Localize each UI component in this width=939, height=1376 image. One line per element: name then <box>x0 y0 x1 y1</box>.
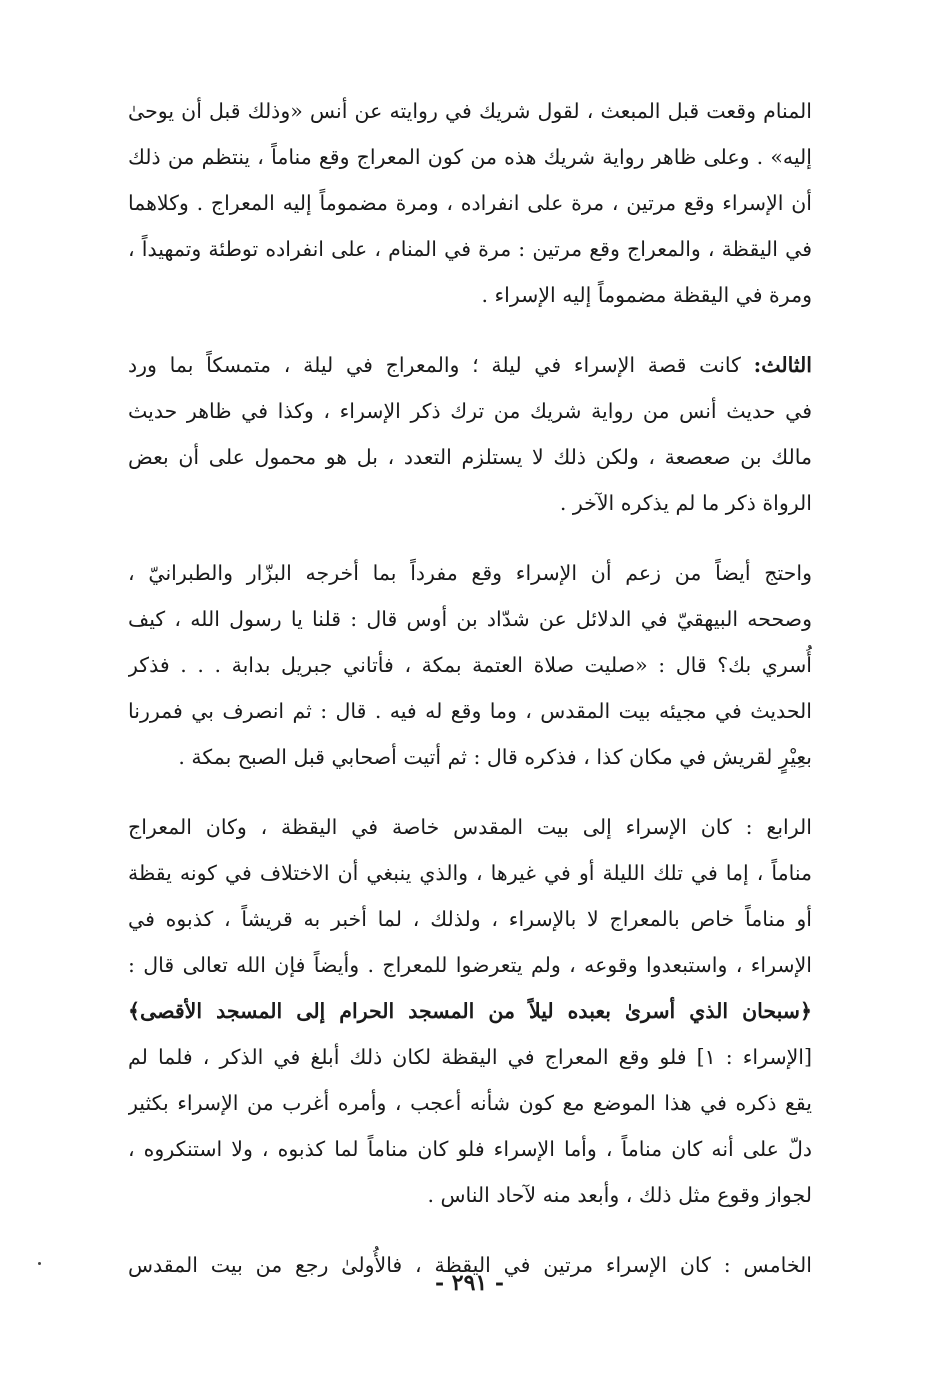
text-line: [الإسراء : ١] فلو وقع المعراج في اليقظة لكان ذلك أبلغ في الذكر ، فلما لم <box>128 1045 812 1069</box>
text-line: أو مناماً خاص بالمعراج لا بالإسراء ، ولذلك ، لما أخبر به قريشاً ، كذبوه في <box>128 907 812 931</box>
page-number: - ٢٩١ - <box>434 1270 505 1296</box>
text-line: ومرة في اليقظة مضموماً إليه الإسراء . <box>481 283 812 307</box>
quran-verse: ﴿سبحان الذي أسرىٰ بعبده ليلاً من المسجد الحرام إلى المسجد الأقصى﴾ <box>128 999 812 1023</box>
text-line: إليه» . وعلى ظاهر رواية شريك هذه من كون المعراج وقع مناماً ، ينتظم من ذلك <box>128 145 812 169</box>
text-line: في حديث أنس من رواية شريك من ترك ذكر الإسراء ، وكذا في ظاهر حديث <box>128 399 812 423</box>
text-line: أُسري بك؟ قال : «صليت صلاة العتمة بمكة ، فأتاني جبريل بدابة . . . فذكر <box>128 653 812 677</box>
scan-speck <box>38 1262 41 1265</box>
text-line: الإسراء ، واستبعدوا وقوعه ، ولم يتعرضوا للمعراج . وأيضاً فإن الله تعالى قال : <box>128 953 812 977</box>
text-line: وصححه البيهقيّ في الدلائل عن شدّاد بن أوس قال : قلنا يا رسول الله ، كيف <box>128 607 812 631</box>
text-line: بعِيْرٍ لقريش في مكان كذا ، فذكره قال : ثم أتيت أصحابي قبل الصبح بمكة . <box>178 745 812 769</box>
paragraph-2 <box>128 342 812 526</box>
text-line: الخامس : كان الإسراء مرتين في اليقظة ، فالأُولىٰ رجع من بيت المقدس <box>128 1253 812 1277</box>
text-line: الرواة ذكر ما لم يذكره الآخر . <box>559 491 812 515</box>
paragraph-4 <box>128 804 812 1218</box>
paragraph-1 <box>128 88 812 318</box>
text-line: دلّ على أنه كان مناماً ، وأما الإسراء فلو كان مناماً لما كذبوه ، ولا استنكروه ، <box>128 1137 812 1161</box>
text-line: لجواز وقوع مثل ذلك ، وأبعد منه لآحاد الناس . <box>427 1183 812 1207</box>
text-line: الحديث في مجيئه بيت المقدس ، وما وقع له فيه . قال : ثم انصرف بي فمررنا <box>128 699 812 723</box>
section-heading: الثالث: <box>753 353 812 377</box>
body-text <box>128 88 812 1288</box>
text-segment: كانت قصة الإسراء في ليلة ؛ والمعراج في ليلة ، متمسكاً بما ورد <box>128 353 741 377</box>
text-line: المنام وقعت قبل المبعث ، لقول شريك في روايته عن أنس «وذلك قبل أن يوحىٰ <box>128 99 812 123</box>
text-line: الرابع : كان الإسراء إلى بيت المقدس خاصة في اليقظة ، وكان المعراج <box>128 815 812 839</box>
text-line <box>128 342 812 388</box>
paragraph-3 <box>128 550 812 780</box>
text-line: مالك بن صعصعة ، ولكن ذلك لا يستلزم التعدد ، بل هو محمول على أن بعض <box>128 445 812 469</box>
text-line: مناماً ، إما في تلك الليلة أو في غيرها ، والذي ينبغي أن الاختلاف في كونه يقظة <box>128 861 812 885</box>
text-line: واحتج أيضاً من زعم أن الإسراء وقع مفرداً بما أخرجه البزّار والطبرانيّ ، <box>128 561 812 585</box>
text-line: أن الإسراء وقع مرتين ، مرة على انفراده ، ومرة مضموماً إليه المعراج . وكلاهما <box>128 191 812 215</box>
text-line: يقع ذكره في هذا الموضع مع كون شأنه أعجب ، وأمره أغرب من الإسراء بكثير <box>128 1091 812 1115</box>
text-line: في اليقظة ، والمعراج وقع مرتين : مرة في المنام ، على انفراده توطئة وتمهيداً ، <box>128 237 812 261</box>
